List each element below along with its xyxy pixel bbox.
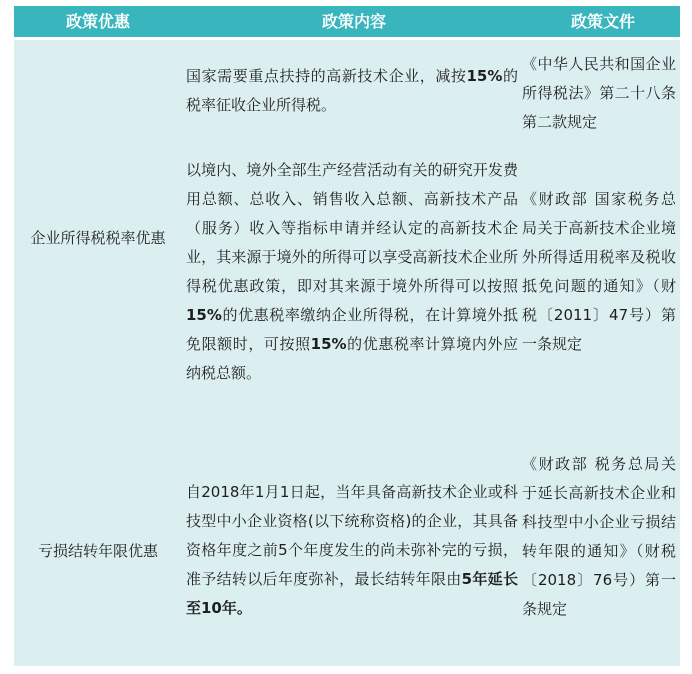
content-text: 的优惠税率缴纳企业所得税，在计算境外抵免限额时，可按照: [186, 306, 518, 353]
content-text: 自2018年1月1日起，当年具备高新技术企业或科技型中小企业资格(以下统称资格)的企业，其具备资格年度之前5个年度发生的尚未弥补完的亏损，准予结转以后年度弥补，最长结转年限由: [186, 483, 518, 588]
document-loss-carryforward: 《财政部 税务总局关于延长高新技术企业和科技型中小企业亏损结转年限的通知》（财税〔2018〕76号）第一条规定: [522, 455, 676, 618]
content-text: 以境内、境外全部生产经营活动有关的研究开发费用总额、总收入、销售收入总额、高新技术产品（服务）收入等指标申请并经认定的高新技术企业，其来源于境外的所得可以享受高新技术企业所得税优惠政策，即对其来源于境外所得可以按照: [186, 161, 518, 295]
content-tax-rate-2: [186, 156, 518, 388]
header-policy-content: 政策内容: [321, 12, 386, 31]
content-text: 的税率征收企业所得税。: [186, 67, 518, 114]
content-loss-carryforward: [186, 478, 518, 623]
document-tax-rate-1: 《中华人民共和国企业所得税法》第二十八条第二款规定: [522, 55, 676, 131]
content-bold: 5年延长至10年。: [186, 570, 518, 617]
row-name-loss-carryforward: 亏损结转年限优惠: [37, 542, 158, 560]
content-bold: 15%: [466, 67, 503, 85]
content-bold: 15%: [186, 306, 222, 324]
header-policy-document: 政策文件: [570, 12, 635, 31]
header-policy-benefit: 政策优惠: [65, 12, 130, 31]
document-tax-rate-2: 《财政部 国家税务总局关于高新技术企业境外所得适用税率及税收抵免问题的通知》（财税〔2011〕47号）第一条规定: [522, 190, 676, 353]
content-text: 的优惠税率计算境内外应纳税总额。: [186, 335, 518, 382]
table-header: [14, 6, 680, 37]
content-bold: 15%: [310, 335, 347, 353]
table-body: [14, 40, 680, 666]
content-tax-rate-1: [186, 62, 518, 120]
row-name-tax-rate: 企业所得税税率优惠: [30, 229, 166, 247]
content-text: 国家需要重点扶持的高新技术企业，减按: [186, 67, 467, 85]
